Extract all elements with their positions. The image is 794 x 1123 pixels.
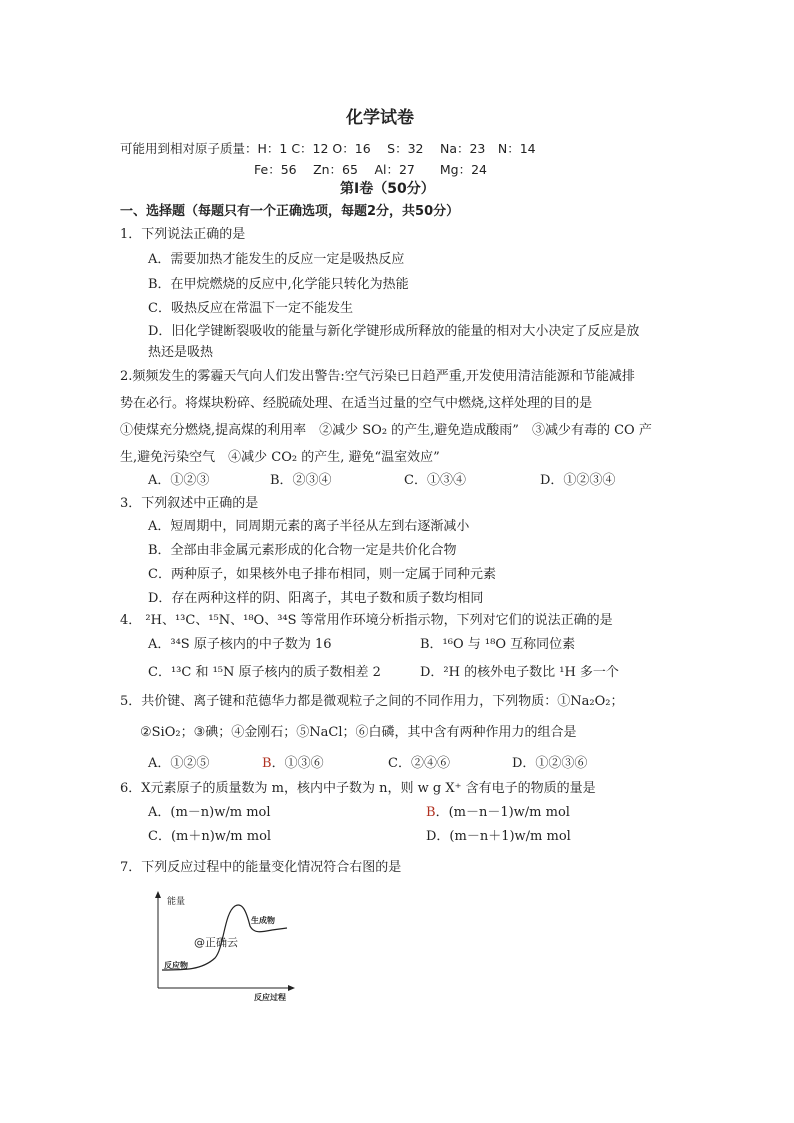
q3-option-a: A．短周期中，同周期元素的离子半径从左到右逐渐减小 <box>148 519 470 534</box>
q2-stem-line-1: 2.频频发生的雾霾天气向人们发出警告:空气污染已日趋严重,开发使用清洁能源和节能减排 <box>120 369 635 384</box>
q4-option-d: D．²H 的核外电子数比 ¹H 多一个 <box>420 665 619 680</box>
q3-option-c: C．两种原子，如果核外电子排布相同，则一定属于同种元素 <box>148 567 496 582</box>
q2-option-c: C．①③④ <box>404 473 466 488</box>
part-title: 一、选择题（每题只有一个正确选项，每题2分，共50分） <box>120 204 460 219</box>
q2-stem-line-3: ①使煤充分燃烧,提高煤的利用率 ②减少 SO₂ 的产生,避免造成酸雨” ③减少有毒的 CO 产 <box>120 423 652 438</box>
reactant-label: 反应物 <box>164 961 188 970</box>
q7-stem: 7．下列反应过程中的能量变化情况符合右图的是 <box>120 860 402 875</box>
q1-option-b: B．在甲烷燃烧的反应中,化学能只转化为热能 <box>148 277 409 292</box>
atomic-masses-line-1: 可能用到相对原子质量：H：1 C：12 O：16 S：32 Na：23 N：14 <box>120 141 536 156</box>
q1-option-c: C．吸热反应在常温下一定不能发生 <box>148 301 353 316</box>
q1-option-d-line-1: D．旧化学键断裂吸收的能量与新化学键形成所释放的能量的相对大小决定了反应是放 <box>148 324 640 339</box>
q2-option-a: A．①②③ <box>148 473 210 488</box>
q6-option-d: D．(m－n＋1)w/m mol <box>426 829 571 844</box>
q3-option-d: D．存在两种这样的阴、阳离子，其电子数和质子数均相同 <box>148 591 484 606</box>
watermark-text: @正确云 <box>194 936 238 949</box>
q4-option-c: C．¹³C 和 ¹⁵N 原子核内的质子数相差 2 <box>148 665 381 680</box>
q2-option-b: B．②③④ <box>270 473 332 488</box>
q5-option-a: A．①②⑤ <box>148 756 210 771</box>
x-axis-arrow <box>288 985 295 991</box>
q3-option-b: B．全部由非金属元素形成的化合物一定是共价化合物 <box>148 543 457 558</box>
y-axis-label: 能量 <box>167 897 186 907</box>
q1-stem: 1．下列说法正确的是 <box>120 227 246 242</box>
q6-stem: 6．X元素原子的质量数为 m，核内中子数为 n，则 w g X⁺ 含有电子的物质的量是 <box>120 781 596 796</box>
q4-option-b: B．¹⁶O 与 ¹⁸O 互称同位素 <box>420 637 576 652</box>
q2-stem-line-4: 生,避免污染空气 ④减少 CO₂ 的产生, 避免“温室效应” <box>120 450 440 465</box>
atomic-masses-line-2: Fe：56 Zn：65 Al：27 Mg：24 <box>254 162 487 177</box>
q2-option-d: D．①②③④ <box>540 473 616 488</box>
page-title: 化学试卷 <box>346 108 414 128</box>
y-axis-arrow <box>155 891 161 898</box>
q5-option-b: B．①③⑥ <box>262 756 324 771</box>
q5-option-d: D．①②③⑥ <box>512 756 588 771</box>
q5-option-c: C．②④⑥ <box>388 756 450 771</box>
product-label: 生成物 <box>251 916 275 925</box>
q6-option-c: C．(m＋n)w/m mol <box>148 829 272 844</box>
q4-stem: 4． ²H、¹³C、¹⁵N、¹⁸O、³⁴S 等常用作环境分析指示物，下列对它们的说法正确的是 <box>120 613 613 628</box>
energy-diagram <box>150 888 300 1003</box>
q4-option-a: A．³⁴S 原子核内的中子数为 16 <box>148 637 332 652</box>
q2-stem-line-2: 势在必行。将煤块粉碎、经脱硫处理、在适当过量的空气中燃烧,这样处理的目的是 <box>120 396 593 411</box>
q1-option-a: A．需要加热才能发生的反应一定是吸热反应 <box>148 252 405 267</box>
q3-stem: 3．下列叙述中正确的是 <box>120 496 259 511</box>
q1-option-d-line-2: 热还是吸热 <box>148 345 214 360</box>
section-title: 第Ⅰ卷（50分） <box>340 181 435 197</box>
q6-option-b: B．(m－n－1)w/m mol <box>426 805 570 820</box>
q5-stem-line-1: 5．共价键、离子键和范德华力都是微观粒子之间的不同作用力，下列物质：①Na₂O₂； <box>120 694 624 709</box>
q5-stem-line-2: ②SiO₂；③碘；④金刚石；⑤NaCl；⑥白磷，其中含有两种作用力的组合是 <box>140 725 577 740</box>
q6-option-a: A．(m－n)w/m mol <box>148 805 271 820</box>
x-axis-label: 反应过程 <box>254 993 286 1002</box>
